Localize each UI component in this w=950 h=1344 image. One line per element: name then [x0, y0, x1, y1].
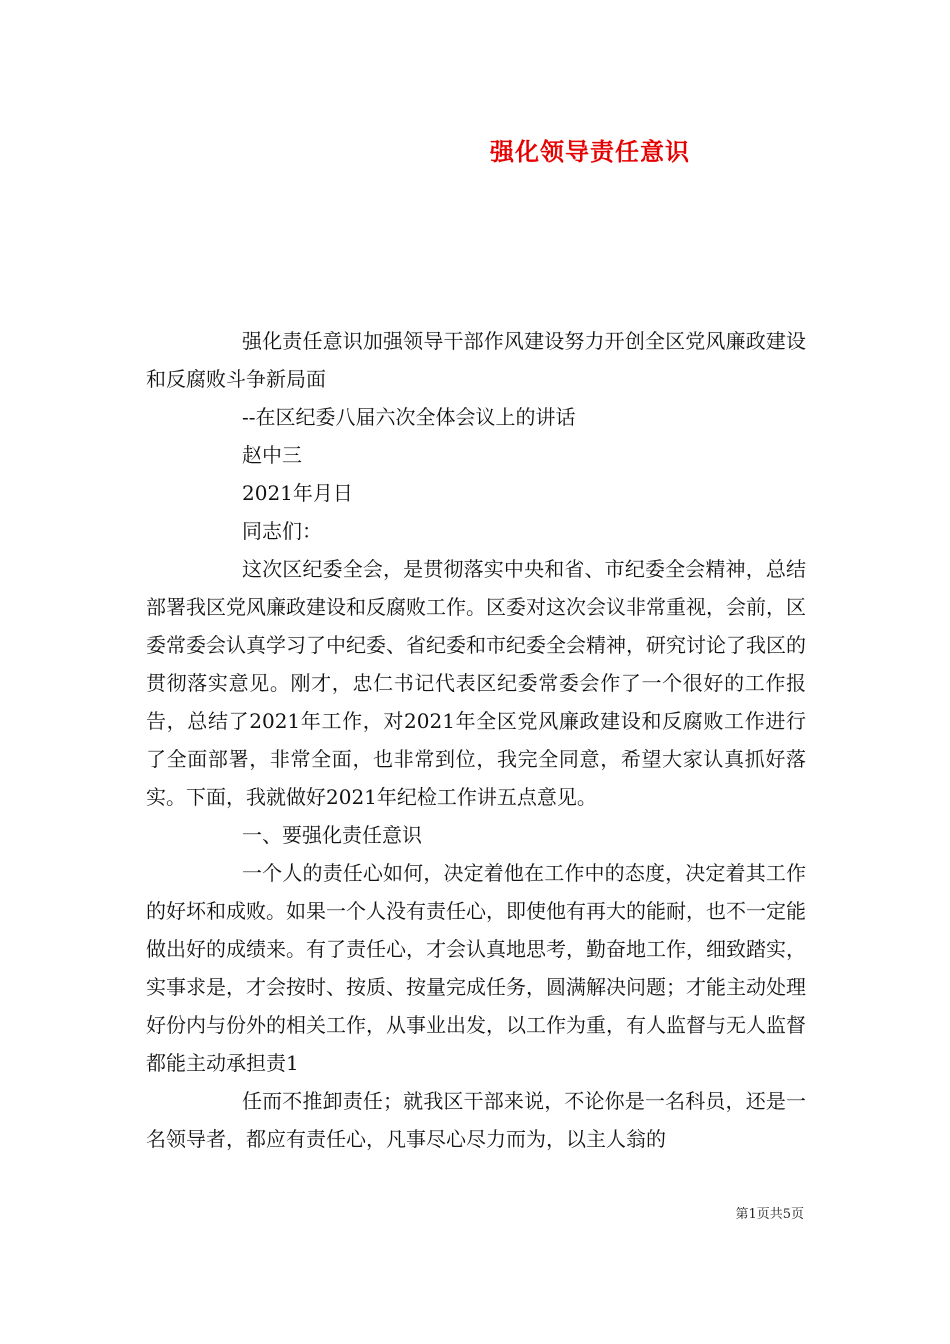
section-paragraph: 任而不推卸责任；就我区干部来说，不论你是一名科员，还是一名领导者，都应有责任心，凡事尽心尽力而为，以主人翁的	[146, 1089, 806, 1151]
salutation: 同志们：	[242, 519, 322, 543]
speech-heading: 强化责任意识加强领导干部作风建设努力开创全区党风廉政建设和反腐败斗争新局面	[146, 329, 806, 391]
document-body	[146, 322, 806, 1158]
section-heading: 一、要强化责任意识	[242, 823, 422, 847]
section-paragraph: 一个人的责任心如何，决定着他在工作中的态度，决定着其工作的好坏和成败。如果一个人没有责任心，即使他有再大的能耐，也不一定能做出好的成绩来。有了责任心，才会认真地思考，勤奋地工作，细致踏实，实事求是，才会按时、按质、按量完成任务，圆满解决问题；才能主动处理好份内与份外的相关工作，从事业出发，以工作为重，有人监督与无人监督都能主动承担责1	[146, 861, 806, 1075]
document-title: 强化领导责任意识	[490, 137, 690, 166]
speech-subtitle: --在区纪委八届六次全体会议上的讲话	[242, 405, 576, 429]
intro-paragraph: 这次区纪委全会，是贯彻落实中央和省、市纪委全会精神，总结部署我区党风廉政建设和反腐败工作。区委对这次会议非常重视，会前，区委常委会认真学习了中纪委、省纪委和市纪委全会精神，研究讨论了我区的贯彻落实意见。刚才，忠仁书记代表区纪委常委会作了一个很好的工作报告，总结了2021年工作，对2021年全区党风廉政建设和反腐败工作进行了全面部署，非常全面，也非常到位，我完全同意，希望大家认真抓好落实。下面，我就做好2021年纪检工作讲五点意见。	[146, 557, 806, 809]
speech-date: 2021年月日	[242, 481, 353, 505]
page-number: 第1页共5页	[735, 1207, 804, 1222]
speech-author: 赵中三	[242, 443, 302, 467]
